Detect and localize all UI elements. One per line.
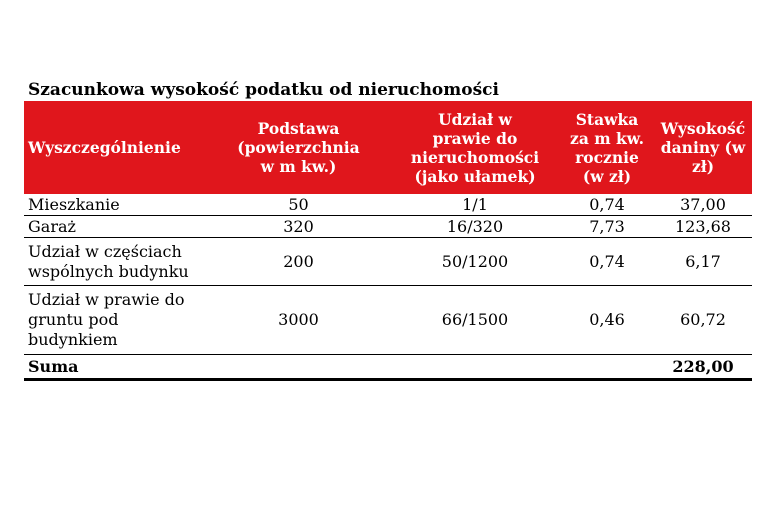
header-rate-line: rocznie — [575, 147, 639, 167]
row-amount: 123,68 — [675, 216, 731, 236]
row-share: 50/1200 — [441, 251, 509, 271]
row-base: 3000 — [278, 310, 319, 329]
table-row — [24, 286, 752, 355]
table-row — [24, 194, 752, 216]
row-item-line: Udział w częściach — [28, 241, 182, 261]
tax-table — [24, 101, 752, 381]
row-item-line: Mieszkanie — [28, 194, 120, 214]
table-title: Szacunkowa wysokość podatku od nieruchomości — [28, 80, 499, 100]
table-header — [24, 101, 752, 194]
header-share — [390, 110, 560, 186]
header-rate-line: Stawka — [575, 109, 639, 129]
row-rate: 0,74 — [589, 194, 625, 214]
row-item-line: gruntu pod — [28, 310, 119, 329]
total-label: Suma — [28, 357, 79, 376]
header-share-line: Udział w — [438, 109, 512, 129]
row-base: 320 — [283, 216, 314, 236]
header-rate — [560, 110, 654, 186]
header-amount-line: zł) — [691, 157, 715, 176]
header-amount — [654, 119, 752, 176]
header-item — [24, 138, 207, 157]
table-row — [24, 238, 752, 286]
row-item-line: Garaż — [28, 216, 76, 236]
header-amount-line: daniny (w — [660, 138, 746, 157]
row-share: 66/1500 — [441, 310, 509, 329]
header-item-line: Wyszczególnienie — [28, 138, 181, 157]
row-item — [24, 290, 207, 350]
row-amount: 6,17 — [685, 251, 721, 271]
row-item-line: Udział w prawie do — [28, 290, 185, 309]
header-base — [207, 119, 390, 176]
header-base-line: w m kw.) — [260, 157, 337, 176]
header-base-line: Podstawa — [257, 119, 340, 138]
row-share: 16/320 — [446, 216, 504, 236]
header-rate-line: (w zł) — [582, 166, 632, 186]
header-share-line: (jako ułamek) — [414, 166, 536, 186]
row-item — [24, 242, 207, 282]
row-amount: 60,72 — [680, 310, 726, 329]
total-row — [24, 355, 752, 381]
table-row — [24, 216, 752, 238]
row-share: 1/1 — [462, 194, 488, 214]
row-amount: 37,00 — [680, 194, 726, 214]
total-amount: 228,00 — [672, 357, 734, 376]
header-base-line: (powierzchnia — [237, 138, 360, 157]
row-rate: 7,73 — [589, 216, 625, 236]
header-share-line: prawie do — [432, 128, 518, 148]
header-rate-line: za m kw. — [570, 128, 644, 148]
row-base: 50 — [288, 194, 309, 214]
header-amount-line: Wysokość — [660, 119, 746, 138]
row-rate: 0,74 — [589, 251, 625, 271]
header-share-line: nieruchomości — [410, 147, 540, 167]
row-item-line: wspólnych budynku — [28, 261, 189, 281]
row-item — [24, 217, 207, 237]
row-item — [24, 195, 207, 215]
row-item-line: budynkiem — [28, 330, 118, 349]
row-rate: 0,46 — [589, 310, 625, 329]
row-base: 200 — [283, 251, 314, 271]
